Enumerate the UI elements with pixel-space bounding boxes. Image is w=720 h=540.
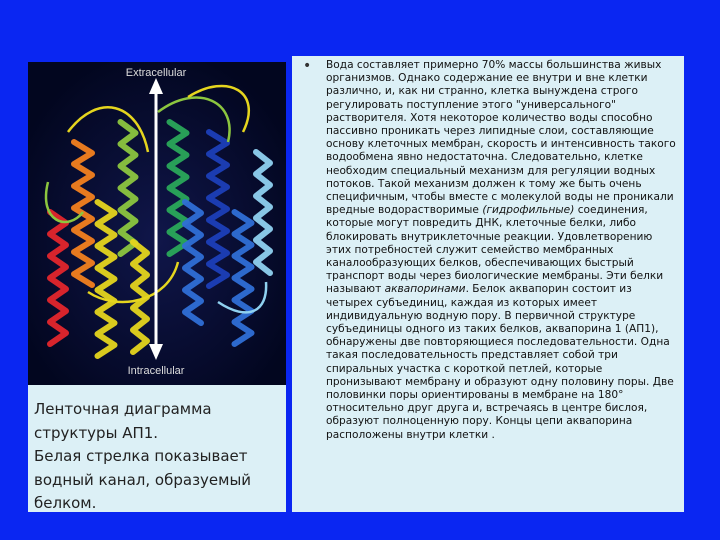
figure-panel — [28, 62, 286, 512]
body-text-part-1: Вода составляет примерно 70% массы большинства живых организмов. Однако содержание ее внутри и вне клетки различно, и, как ни странно, клетка вынуждена строго регулировать поступление этого "универсального" растворителя. Хотя некоторое количество воды способно пассивно проникать через липидные слои, составляющие основу клеточных мембран, скорость и интенсивность такого водообмена явно недостаточна. Следовательно, клетке необходим специальный механизм для регуляции водных потоков. Такой механизм должен к тому же быть очень специфичным, чтобы вместе с молекулой воды не проникали вредные водорастворимые — [326, 59, 676, 217]
bullet-marker: • — [303, 58, 312, 74]
body-text-part-2: соединения, которые могут повредить ДНК, клеточные белки, либо блокировать внутриклеточные реакции. Удовлетворению этих потребностей служит семейство мембранных каналообразующих белков, обеспечивающих быстрый транспорт воды через биологические мембраны. Эти белки называют — [326, 204, 664, 296]
figure-caption — [34, 398, 284, 516]
body-italic-hydrophilic: (гидрофильные) — [482, 204, 575, 217]
aquaporin-ribbon-image — [28, 62, 286, 385]
ribbon-diagram — [28, 62, 286, 385]
caption-title: Ленточная диаграмма структуры АП1. — [34, 400, 212, 442]
extracellular-label: Extracellular — [125, 67, 187, 79]
body-italic-aquaporins: аквапоринами — [384, 283, 466, 296]
body-text-part-3: . Белок аквапорин состоит из четырех субъединиц, каждая из которых имеет индивидуальную водную пору. В первичной структуре субъединицы одного из таких белков, аквапорина 1 (АП1), обнаружены две повторяющиеся последовательности. Одна такая последовательность представляет собой три спиральных участка с короткой петлей, которые пронизывают мембрану и образуют одну половину поры. Две половинки поры ориентированы в мембране на 180° относительно друг друга и, встречаясь в центре бислоя, образуют полноценную пору. Концы цепи аквапорина расположены внутри клетки . — [326, 283, 674, 441]
intracellular-label: Intracellular — [127, 365, 185, 377]
caption-description: Белая стрелка показывает водный канал, образуемый белком. — [34, 447, 252, 512]
body-paragraph — [326, 59, 678, 442]
text-panel — [292, 56, 684, 512]
